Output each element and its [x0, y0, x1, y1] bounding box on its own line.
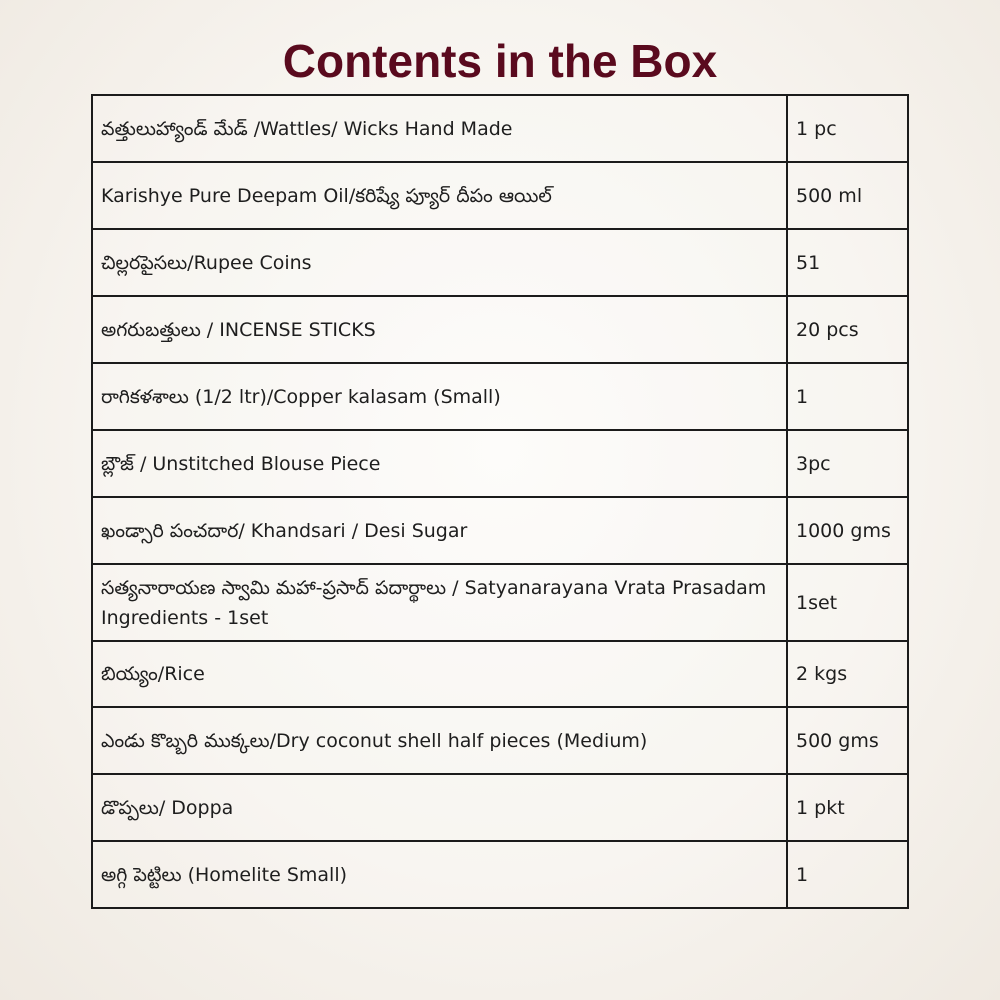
quantity-cell: 1: [787, 841, 908, 908]
quantity-cell: 1: [787, 363, 908, 430]
quantity-cell: 1 pc: [787, 95, 908, 162]
quantity-cell: 1 pkt: [787, 774, 908, 841]
item-cell: ఎండు కొబ్బరి ముక్కలు/Dry coconut shell half pieces (Medium): [92, 707, 787, 774]
quantity-cell: 500 gms: [787, 707, 908, 774]
item-cell: అగరుబత్తులు / INCENSE STICKS: [92, 296, 787, 363]
item-cell: బ్లౌజ్ / Unstitched Blouse Piece: [92, 430, 787, 497]
item-cell: చిల్లరపైసలు/Rupee Coins: [92, 229, 787, 296]
table-row: [92, 296, 908, 363]
table-row: [92, 430, 908, 497]
item-cell: రాగికళశాలు (1/2 ltr)/Copper kalasam (Small): [92, 363, 787, 430]
table-row: [92, 229, 908, 296]
item-cell: ఖండ్సారి పంచదార/ Khandsari / Desi Sugar: [92, 497, 787, 564]
page-title: Contents in the Box: [282, 35, 718, 87]
item-cell: సత్యనారాయణ స్వామి మహా-ప్రసాద్ పదార్థాలు / Satyanarayana Vrata Prasadam Ingredients - 1set: [92, 564, 787, 641]
quantity-cell: 1000 gms: [787, 497, 908, 564]
table-row: [92, 95, 908, 162]
item-cell: Karishye Pure Deepam Oil/కరిష్యే ప్యూర్ దీపం ఆయిల్: [92, 162, 787, 229]
item-cell: బియ్యం/Rice: [92, 641, 787, 707]
quantity-cell: 3pc: [787, 430, 908, 497]
table-row: [92, 707, 908, 774]
item-cell: అగ్గి పెట్టిలు (Homelite Small): [92, 841, 787, 908]
table-row: [92, 564, 908, 641]
table-row: [92, 162, 908, 229]
item-cell: వత్తులుహ్యాండ్ మేడ్ /Wattles/ Wicks Hand Made: [92, 95, 787, 162]
quantity-cell: 1set: [787, 564, 908, 641]
table-row: [92, 497, 908, 564]
table-row: [92, 641, 908, 707]
table-row: [92, 363, 908, 430]
quantity-cell: 20 pcs: [787, 296, 908, 363]
table-row: [92, 841, 908, 908]
table-row: [92, 774, 908, 841]
contents-table: [91, 94, 909, 909]
quantity-cell: 500 ml: [787, 162, 908, 229]
quantity-cell: 51: [787, 229, 908, 296]
item-cell: డొప్పలు/ Doppa: [92, 774, 787, 841]
quantity-cell: 2 kgs: [787, 641, 908, 707]
